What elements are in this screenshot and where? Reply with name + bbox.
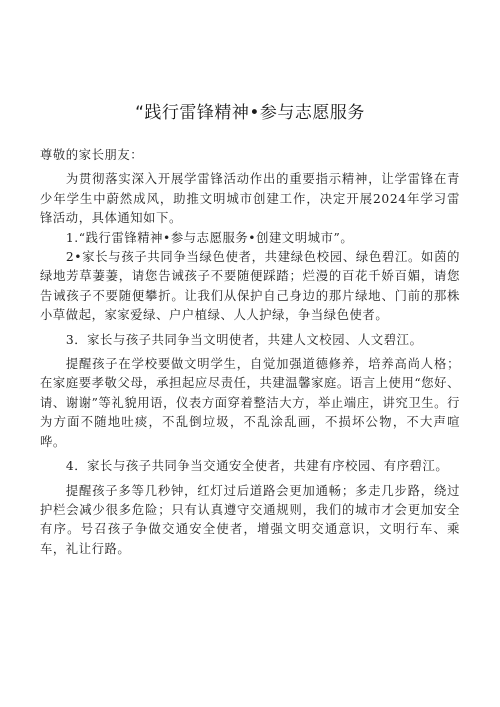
item-1: 1.“践行雷锋精神•参与志愿服务•创建文明城市”。 [65, 230, 354, 245]
document-body [40, 146, 460, 559]
item-3-heading: 3．家长与孩子共同争当文明使者，共建人文校园、人文碧江。 [65, 332, 423, 347]
salutation: 尊敬的家长朋友： [40, 148, 144, 162]
document-title: “践行雷锋精神•参与志愿服务 [135, 103, 365, 123]
item-2: 2•家长与孩子共同争当绿色使者，共建绿色校园、绿色碧江。如茵的绿地芳草萋萋，请您告诫孩子不要随便踩踏；烂漫的百花千娇百媚，请您告诫孩子不要随便攀折。让我们从保护自己身边的那片绿地、门前的那株小草做起，家家爱绿、户户植绿、人人护绿，争当绿色使者。 [40, 250, 460, 323]
item-4-heading: 4．家长与孩子共同争当交通安全使者，共建有序校园、有序碧江。 [65, 459, 449, 474]
intro-paragraph: 为贯彻落实深入开展学雷锋活动作出的重要指示精神，让学雷锋在青少年学生中蔚然成风，助推文明城市创建工作，决定开展2024年学习雷锋活动，具体通知如下。 [40, 172, 460, 226]
item-4-body: 提醒孩子多等几秒钟，红灯过后道路会更加通畅；多走几步路，绕过护栏会减少很多危险；只有认真遵守交通规则，我们的城市才会更加安全有序。号召孩子争做交通安全使者，增强文明交通意识，文明行车、乘车，礼让行路。 [40, 483, 460, 556]
item-3-body: 提醒孩子在学校要做文明学生，自觉加强道德修养，培养高尚人格；在家庭要孝敬父母，承担起应尽责任，共建温馨家庭。语言上使用“您好、请、谢谢”等礼貌用语，仪表方面穿着整洁大方，举止端庄，讲究卫生。行为方面不随地吐痰，不乱倒垃圾，不乱涂乱画，不损坏公物，不大声喧哗。 [40, 357, 460, 449]
